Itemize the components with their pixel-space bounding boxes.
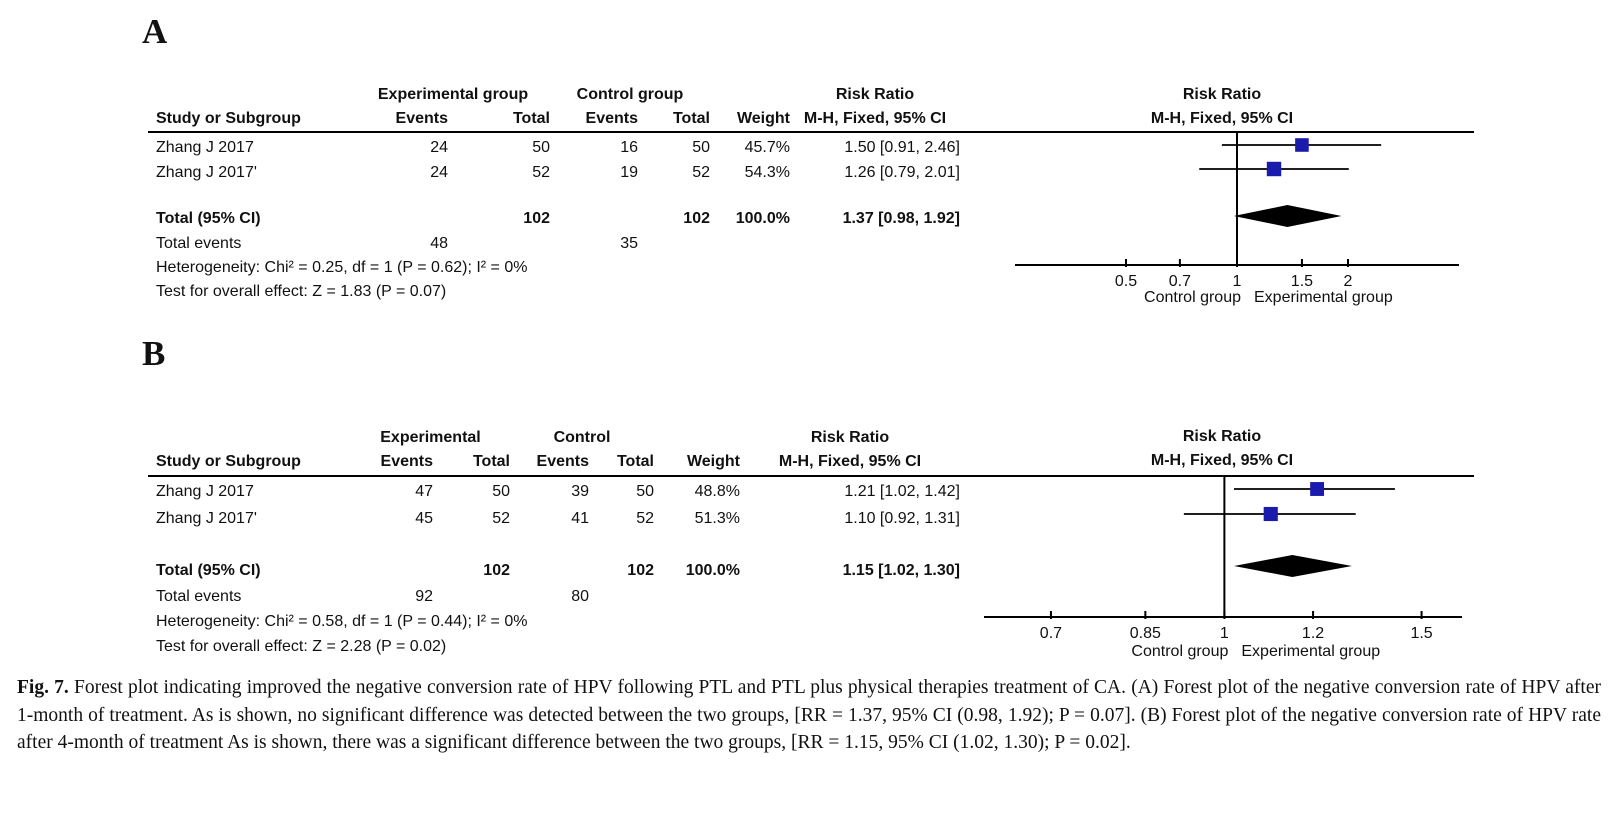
cell-total-label: Total (95% CI) — [156, 562, 261, 579]
col-header-study: Study or Subgroup — [156, 110, 301, 127]
x-axis-label-left: Control group — [1131, 643, 1229, 661]
total-events-row — [156, 232, 960, 256]
cell-ctrl-total: 50 — [636, 483, 654, 500]
cell-study-name: Zhang J 2017' — [156, 164, 257, 181]
plot-model-title: M-H, Fixed, 95% CI — [1150, 110, 1294, 128]
cell-exp-events: 47 — [415, 483, 433, 500]
figure-caption — [17, 674, 1601, 757]
col-header-rr: M-H, Fixed, 95% CI — [778, 453, 922, 470]
cell-weight: 54.3% — [744, 164, 790, 181]
axis-tick-label: 0.7 — [1039, 625, 1063, 643]
col-header-weight: Weight — [686, 453, 740, 470]
cell-study-name: Zhang J 2017' — [156, 509, 257, 527]
cell-total-events-ctrl: 80 — [571, 587, 589, 605]
cell-ctrl-events: 16 — [620, 138, 638, 156]
column-header-row — [156, 107, 960, 131]
col-header-exp-total: Total — [512, 110, 550, 127]
cell-rr: 1.21 [1.02, 1.42] — [844, 483, 960, 500]
plot-effect-title: Risk Ratio — [1182, 428, 1262, 446]
control-group-header: Control group — [576, 86, 684, 103]
caption-text: Forest plot indicating improved the negative conversion rate of HPV following PTL and PTL plus physical therapies treatment of CA. (A) Forest plot of the negative conversion rate of HPV after 1-month of treatment. As is shown, no significant difference was detected between the two groups, [RR = 1.37, 95% CI (0.98, 1.92); P = 0.07]. (B) Forest plot of the negative conversion rate of HPV rate after 4-month of treatment As is shown, there was a significant difference between the two groups, [RR = 1.15, 95% CI (1.02, 1.30); P = 0.02]. — [17, 677, 1601, 753]
forest-plot-a — [985, 83, 1477, 309]
study-point-square — [1264, 507, 1278, 521]
group-header-row — [156, 83, 960, 107]
cell-total-events-exp: 92 — [415, 587, 433, 605]
control-group-header: Control — [553, 429, 611, 446]
col-header-study: Study or Subgroup — [156, 453, 301, 470]
cell-total-events-label: Total events — [156, 235, 242, 252]
cell-exp-events: 24 — [430, 138, 448, 156]
cell-study-name: Zhang J 2017 — [156, 483, 254, 500]
study-row — [156, 161, 960, 185]
study-point-square — [1310, 482, 1324, 496]
cell-total-exp: 102 — [523, 210, 550, 227]
cell-weight: 51.3% — [694, 509, 740, 527]
axis-tick-label: 0.85 — [1129, 625, 1161, 643]
cell-rr: 1.26 [0.79, 2.01] — [844, 164, 960, 181]
col-header-exp-events: Events — [380, 453, 433, 470]
cell-weight: 48.8% — [694, 483, 740, 500]
overall-effect-row — [156, 634, 960, 659]
heterogeneity-row — [156, 609, 960, 634]
col-header-ctrl-total: Total — [616, 453, 654, 470]
cell-study-name: Zhang J 2017 — [156, 138, 254, 156]
axis-tick-label: 1 — [1232, 273, 1242, 291]
study-point-square — [1267, 162, 1281, 176]
cell-total-events-label: Total events — [156, 587, 242, 605]
cell-total-rr: 1.15 [1.02, 1.30] — [842, 562, 960, 579]
study-point-square — [1295, 138, 1309, 152]
cell-exp-total: 52 — [532, 164, 550, 181]
axis-tick-label: 1.2 — [1301, 625, 1325, 643]
panel-a-label: A — [142, 12, 168, 51]
axis-tick-label: 0.7 — [1168, 273, 1192, 291]
cell-total-events-exp: 48 — [430, 235, 448, 252]
experimental-group-header: Experimental group — [377, 86, 529, 103]
col-header-ctrl-events: Events — [536, 453, 589, 470]
cell-rr: 1.50 [0.91, 2.46] — [844, 138, 960, 156]
axis-tick-label: 0.5 — [1114, 273, 1138, 291]
cell-ctrl-total: 52 — [636, 509, 654, 527]
experimental-group-header: Experimental — [380, 429, 481, 446]
study-row — [156, 131, 960, 161]
cell-exp-events: 24 — [430, 164, 448, 181]
cell-total-ctrl: 102 — [627, 562, 654, 579]
total-diamond — [1234, 205, 1342, 227]
cell-ctrl-total: 50 — [692, 138, 710, 156]
cell-exp-total: 50 — [492, 483, 510, 500]
overall-effect-row — [156, 280, 960, 304]
group-header-row — [156, 426, 960, 450]
heterogeneity-text: Heterogeneity: Chi² = 0.25, df = 1 (P = 0.62); I² = 0% — [156, 259, 528, 276]
axis-tick-label: 1 — [1219, 625, 1229, 643]
cell-ctrl-events: 41 — [571, 509, 589, 527]
heterogeneity-text: Heterogeneity: Chi² = 0.58, df = 1 (P = 0.44); I² = 0% — [156, 612, 528, 630]
spacer-cell — [156, 426, 351, 450]
forest-table-a — [156, 83, 960, 304]
cell-rr: 1.10 [0.92, 1.31] — [844, 509, 960, 527]
total-diamond — [1234, 555, 1352, 577]
cell-total-label: Total (95% CI) — [156, 210, 261, 227]
cell-total-weight: 100.0% — [735, 210, 790, 227]
cell-ctrl-total: 52 — [692, 164, 710, 181]
spacer-row — [156, 185, 960, 206]
caption-label: Fig. 7. — [17, 677, 69, 698]
study-row — [156, 506, 960, 531]
total-events-row — [156, 584, 960, 609]
overall-effect-text: Test for overall effect: Z = 1.83 (P = 0.07) — [156, 283, 447, 300]
plot-effect-title: Risk Ratio — [1182, 86, 1262, 104]
overall-effect-text: Test for overall effect: Z = 2.28 (P = 0.02) — [156, 637, 447, 655]
axis-tick-label: 2 — [1343, 273, 1353, 291]
cell-ctrl-events: 39 — [571, 483, 589, 500]
spacer-row — [156, 531, 960, 558]
cell-total-weight: 100.0% — [685, 562, 740, 579]
x-axis-label-right: Experimental group — [1254, 289, 1393, 307]
cell-total-ctrl: 102 — [683, 210, 710, 227]
panel-b-label: B — [142, 334, 166, 373]
cell-exp-events: 45 — [415, 509, 433, 527]
col-header-exp-total: Total — [472, 453, 510, 470]
forest-plot-b — [980, 425, 1474, 665]
study-row — [156, 474, 960, 506]
axis-tick-label: 1.5 — [1290, 273, 1314, 291]
col-header-ctrl-events: Events — [585, 110, 638, 127]
cell-total-events-ctrl: 35 — [620, 235, 638, 252]
column-header-row — [156, 450, 960, 474]
spacer-cell — [710, 83, 790, 107]
x-axis-label-right: Experimental group — [1241, 643, 1381, 661]
cell-ctrl-events: 19 — [620, 164, 638, 181]
cell-total-rr: 1.37 [0.98, 1.92] — [842, 210, 960, 227]
cell-exp-total: 50 — [532, 138, 550, 156]
risk-ratio-group-header: Risk Ratio — [810, 429, 890, 446]
cell-exp-total: 52 — [492, 509, 510, 527]
col-header-exp-events: Events — [395, 110, 448, 127]
cell-weight: 45.7% — [744, 138, 790, 156]
spacer-cell — [654, 426, 740, 450]
col-header-ctrl-total: Total — [672, 110, 710, 127]
forest-table-b — [156, 426, 960, 659]
plot-model-title: M-H, Fixed, 95% CI — [1150, 452, 1294, 470]
heterogeneity-row — [156, 256, 960, 280]
cell-total-exp: 102 — [483, 562, 510, 579]
risk-ratio-group-header: Risk Ratio — [835, 86, 915, 103]
x-axis-label-left: Control group — [1144, 289, 1241, 307]
col-header-weight: Weight — [736, 110, 790, 127]
total-row — [156, 558, 960, 584]
spacer-cell — [156, 83, 356, 107]
col-header-rr: M-H, Fixed, 95% CI — [803, 110, 947, 127]
axis-tick-label: 1.5 — [1410, 625, 1433, 643]
total-row — [156, 206, 960, 232]
